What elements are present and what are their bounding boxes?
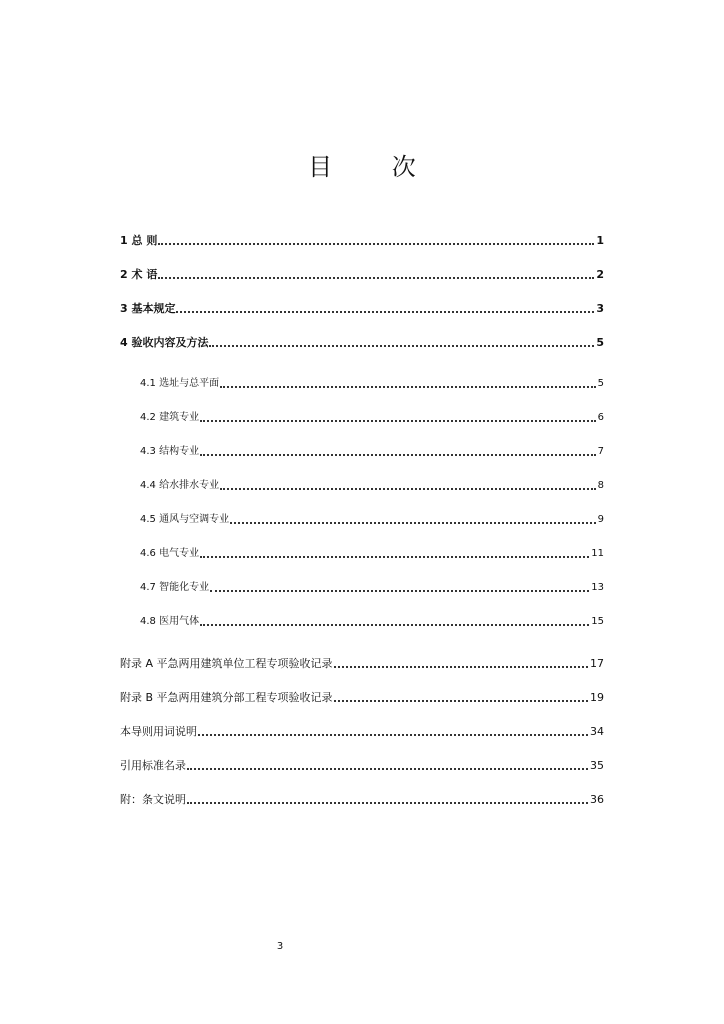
toc-entry-label: 4 验收内容及方法	[120, 336, 209, 349]
toc-entry[interactable]	[120, 655, 604, 671]
toc-entry-page: 17	[590, 657, 604, 670]
toc-entry-label: 本导则用词说明	[120, 725, 197, 738]
toc-entry[interactable]	[120, 689, 604, 705]
toc-leader	[176, 311, 594, 313]
toc-entry-page: 2	[596, 268, 604, 281]
toc-subentry[interactable]	[140, 579, 604, 595]
toc-leader	[200, 454, 596, 456]
toc-entry-page: 34	[590, 725, 604, 738]
toc-entry[interactable]	[120, 232, 604, 248]
toc-entry[interactable]	[120, 723, 604, 739]
page-number: 3	[276, 941, 284, 952]
toc-entry-page: 5	[596, 336, 604, 349]
toc-entry[interactable]	[120, 300, 604, 316]
toc-leader	[200, 420, 596, 422]
toc-leader	[187, 802, 588, 804]
toc-entry-label: 4.8 医用气体	[140, 616, 200, 627]
toc-entry-label: 附录 A 平急两用建筑单位工程专项验收记录	[120, 657, 333, 670]
toc-leader	[209, 345, 594, 347]
toc-leader	[187, 768, 588, 770]
toc-entry[interactable]	[120, 266, 604, 282]
toc-entry-page: 5	[597, 378, 604, 389]
toc-leader	[334, 700, 588, 702]
toc-subentry[interactable]	[140, 511, 604, 527]
toc-leader	[230, 522, 596, 524]
toc-entry[interactable]	[120, 791, 604, 807]
toc-entry-label: 4.5 通风与空调专业	[140, 514, 230, 525]
toc-entry-page: 1	[596, 234, 604, 247]
toc-leader	[220, 386, 596, 388]
toc-entry-label: 1 总 则	[120, 234, 158, 247]
toc-entry-label: 4.3 结构专业	[140, 446, 200, 457]
toc-entry-label: 2 术 语	[120, 268, 158, 281]
toc-leader	[158, 243, 594, 245]
toc-leader	[210, 590, 589, 592]
toc-entry-page: 3	[596, 302, 604, 315]
page-title: 目 次	[308, 153, 442, 181]
toc-leader	[158, 277, 594, 279]
toc-entry-label: 引用标准名录	[120, 759, 186, 772]
toc-leader	[200, 556, 589, 558]
toc-entry-label: 附录 B 平急两用建筑分部工程专项验收记录	[120, 691, 333, 704]
toc-subentry[interactable]	[140, 613, 604, 629]
toc-entry-label: 4.7 智能化专业	[140, 582, 210, 593]
toc-subentry[interactable]	[140, 545, 604, 561]
toc-subentry[interactable]	[140, 443, 604, 459]
toc-entry-label: 4.1 选址与总平面	[140, 378, 220, 389]
toc-entry[interactable]	[120, 757, 604, 773]
toc-entry-label: 3 基本规定	[120, 302, 176, 315]
toc-subentry[interactable]	[140, 477, 604, 493]
toc-entry-label: 4.2 建筑专业	[140, 412, 200, 423]
toc-entry[interactable]	[120, 334, 604, 350]
toc-entry-page: 9	[597, 514, 604, 525]
toc-entry-page: 36	[590, 793, 604, 806]
toc-entry-page: 11	[591, 548, 604, 559]
toc-entry-page: 7	[597, 446, 604, 457]
toc-entry-label: 附：条文说明	[120, 793, 186, 806]
toc-subentry[interactable]	[140, 375, 604, 391]
toc-entry-page: 8	[597, 480, 604, 491]
toc-entry-page: 35	[590, 759, 604, 772]
toc-leader	[198, 734, 588, 736]
toc-entry-label: 4.4 给水排水专业	[140, 480, 220, 491]
toc-entry-page: 6	[597, 412, 604, 423]
toc-leader	[334, 666, 588, 668]
toc-entry-page: 19	[590, 691, 604, 704]
toc-subentry[interactable]	[140, 409, 604, 425]
toc-entry-page: 15	[591, 616, 604, 627]
toc-leader	[200, 624, 589, 626]
toc-entry-page: 13	[591, 582, 604, 593]
toc-leader	[220, 488, 596, 490]
toc-entry-label: 4.6 电气专业	[140, 548, 200, 559]
